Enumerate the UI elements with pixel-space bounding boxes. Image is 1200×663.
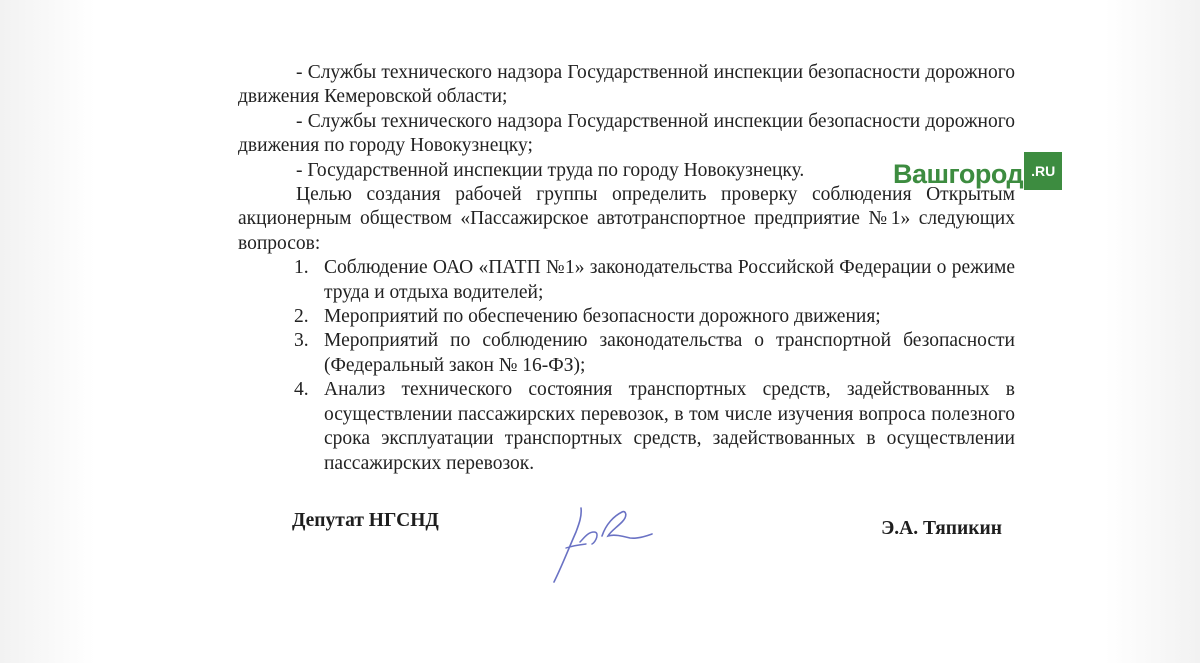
paragraph-item: Целью создания рабочей группы определить проверку соблюдения Открытым акционерным обществом «Пассажирское автотранспортное предприятие №1» следующих вопросов: <box>238 184 1015 254</box>
numbered-list <box>238 256 1015 476</box>
list-number: 3. <box>294 330 309 352</box>
list-item <box>238 305 1015 329</box>
logo-text: Вашгород <box>893 159 1024 189</box>
list-item <box>238 329 1015 378</box>
list-number: 1. <box>294 257 309 279</box>
list-item <box>238 256 1015 305</box>
signer-position: Депутат НГСНД <box>292 510 439 531</box>
handwritten-signature <box>548 502 658 588</box>
list-text: Мероприятий по соблюдению законодательства о транспортной безопасности (Федеральный закон № 16-ФЗ); <box>324 330 1015 376</box>
signer-name: Э.А. Тяпикин <box>881 518 1002 539</box>
paragraph-item: - Службы технического надзора Государственной инспекции безопасности дорожного движения Кемеровской области; <box>238 62 1015 108</box>
list-text: Анализ технического состояния транспортных средств, задействованных в осуществлении пассажирских перевозок, в том числе изучения вопроса полезного срока эксплуатации транспортных средств, задействованных в осуществлении пассажирских перевозок. <box>324 379 1015 474</box>
list-text: Соблюдение ОАО «ПАТП №1» законодательства Российской Федерации о режиме труда и отдыха водителей; <box>324 257 1015 303</box>
paragraph-item: - Службы технического надзора Государственной инспекции безопасности дорожного движения по городу Новокузнецку; <box>238 110 1015 157</box>
scan-edge-left <box>0 0 95 663</box>
document-body <box>238 61 1015 476</box>
list-item <box>238 378 1015 476</box>
list-number: 2. <box>294 306 309 328</box>
list-text: Мероприятий по обеспечению безопасности дорожного движения; <box>324 306 881 328</box>
logo-suffix: .RU <box>1024 152 1062 190</box>
scan-edge-right <box>1105 0 1200 663</box>
paragraph-item: - Государственной инспекции труда по городу Новокузнецку. <box>296 159 805 181</box>
list-number: 4. <box>294 379 309 401</box>
vashgorod-watermark-logo <box>893 152 1062 190</box>
